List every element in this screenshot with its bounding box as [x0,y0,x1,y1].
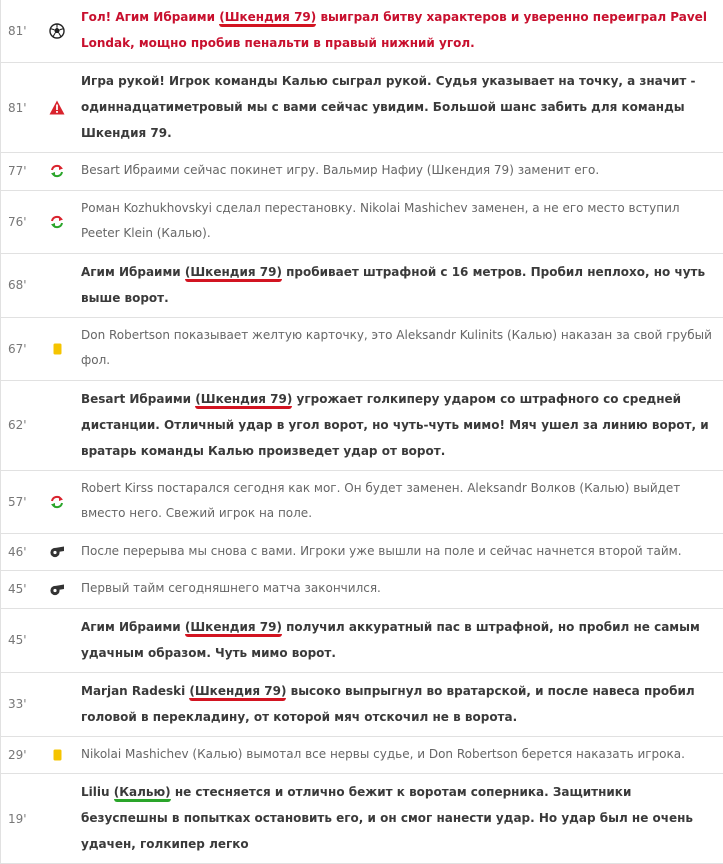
event-row [0,318,723,381]
event-text [76,571,723,608]
event-text-part: Besart Ибраими [81,391,196,406]
event-text [76,471,723,533]
yellow-card-icon [38,318,76,380]
event-text-part: После перерыва мы снова с вами. Игроки уже вышли на поле и сейчас начнется второй тайм. [81,543,682,558]
event-text-part: Агим Ибраими [81,619,185,634]
event-minute: 29' [8,747,27,762]
event-text-part: Игра рукой! Игрок команды Калью сыграл рукой. Судья указывает на точку, а значит - одиннадцатиметровый мы с вами сейчас увидим. Большой шанс забить для команды Шкендия 79. [81,74,696,140]
event-row [0,191,723,254]
icon-slot [38,673,76,736]
event-text-part: выиграл битву характеров и уверенно переиграл Pavel Londak, мощно пробив пенальти в правый нижний угол. [81,10,707,50]
team-link[interactable]: (Шкендия 79) [185,265,282,282]
event-text-part: Nikolai Mashichev (Калью) вымотал все нервы судье, и Don Robertson берется наказать игрока. [81,746,685,761]
icon-slot [38,609,76,672]
substitution-icon [38,153,76,190]
event-text-part: Гол! Агим Ибраими [81,10,220,24]
event-text [76,318,723,380]
event-row [0,471,723,534]
event-text-part: Первый тайм сегодняшнего матча закончился. [81,581,381,595]
event-minute: 81' [8,24,27,38]
team-link[interactable]: (Шкендия 79) [185,620,282,637]
event-row [0,153,723,191]
event-row [0,254,723,318]
event-text-part: Besart Ибраими сейчас покинет игру. Вальмир Нафиу (Шкендия 79) заменит его. [81,163,600,177]
event-row [0,737,723,775]
event-text-part: пробивает штрафной с 16 метров. Пробил неплохо, но чуть выше ворот. [81,264,706,305]
event-text [76,254,723,317]
event-minute: 57' [8,494,27,509]
soccer-ball-icon [38,0,76,62]
event-row [0,609,723,673]
team-link[interactable]: (Шкендия 79) [189,684,286,701]
team-link[interactable]: (Шкендия 79) [195,392,292,409]
event-text [76,153,723,190]
team-link[interactable]: (Калью) [114,785,171,802]
event-minute: 45' [8,582,27,597]
event-minute: 67' [8,341,27,356]
event-text [76,0,723,62]
substitution-icon [38,191,76,253]
event-text [76,737,723,774]
event-text-part: Marjan Radeski [81,683,190,698]
event-text-part: Don Robertson показывает желтую карточку, это Aleksandr Kulinits (Калью) наказан за свой грубый фол. [81,327,712,367]
event-text-part: Агим Ибраими [81,264,185,279]
event-text-part: получил аккуратный пас в штрафной, но пробил не самым удачным образом. Чуть мимо ворот. [81,619,700,660]
event-text-part: угрожает голкиперу ударом со штрафного со средней дистанции. Отличный удар в угол ворот, но чуть-чуть мимо! Мяч ушел за линию ворот, и вратарь команды Калью произведет удар от ворот. [81,391,709,458]
event-minute: 46' [8,544,27,559]
event-row [0,63,723,153]
event-row [0,0,723,63]
event-text [76,534,723,571]
event-text-part: Robert Kirss постарался сегодня как мог. Он будет заменен. Aleksandr Волков (Калью) выйдет вместо него. Свежий игрок на поле. [81,480,681,520]
icon-slot [38,774,76,863]
event-minute: 76' [8,214,27,229]
event-text [76,673,723,736]
event-row [0,571,723,609]
substitution-icon [38,471,76,533]
event-text [76,381,723,470]
event-minute: 19' [8,811,27,826]
event-text [76,191,723,253]
warning-icon [38,63,76,152]
event-minute: 77' [8,164,27,179]
event-minute: 62' [8,418,27,432]
event-minute: 68' [8,278,27,292]
yellow-card-icon [38,737,76,774]
event-text [76,63,723,152]
event-row [0,534,723,572]
whistle-icon [38,534,76,571]
event-row [0,673,723,737]
team-link[interactable]: (Шкендия 79) [219,10,316,27]
icon-slot [38,381,76,470]
whistle-icon [38,571,76,608]
event-text-part: не стесняется и отлично бежит к воротам соперника. Защитники безуспешны в попытках остановить его, и он смог нанести удар. Но удар был не очень удачен, голкипер легко [81,785,694,851]
event-minute: 45' [8,633,27,647]
event-minute: 33' [8,697,27,711]
event-row [0,381,723,471]
event-text-part: Liliu [81,785,114,799]
icon-slot [38,254,76,317]
event-text [76,609,723,672]
event-row [0,774,723,864]
event-text-part: Роман Kozhukhovskyi сделал перестановку. Nikolai Mashichev заменен, а не его место вступил Peeter Klein (Калью). [81,200,680,240]
event-minute: 81' [8,100,27,115]
event-text-part: высоко выпрыгнул во вратарской, и после навеса пробил головой в перекладину, от которой мяч отскочил не в ворота. [81,683,695,724]
event-text [76,774,723,863]
